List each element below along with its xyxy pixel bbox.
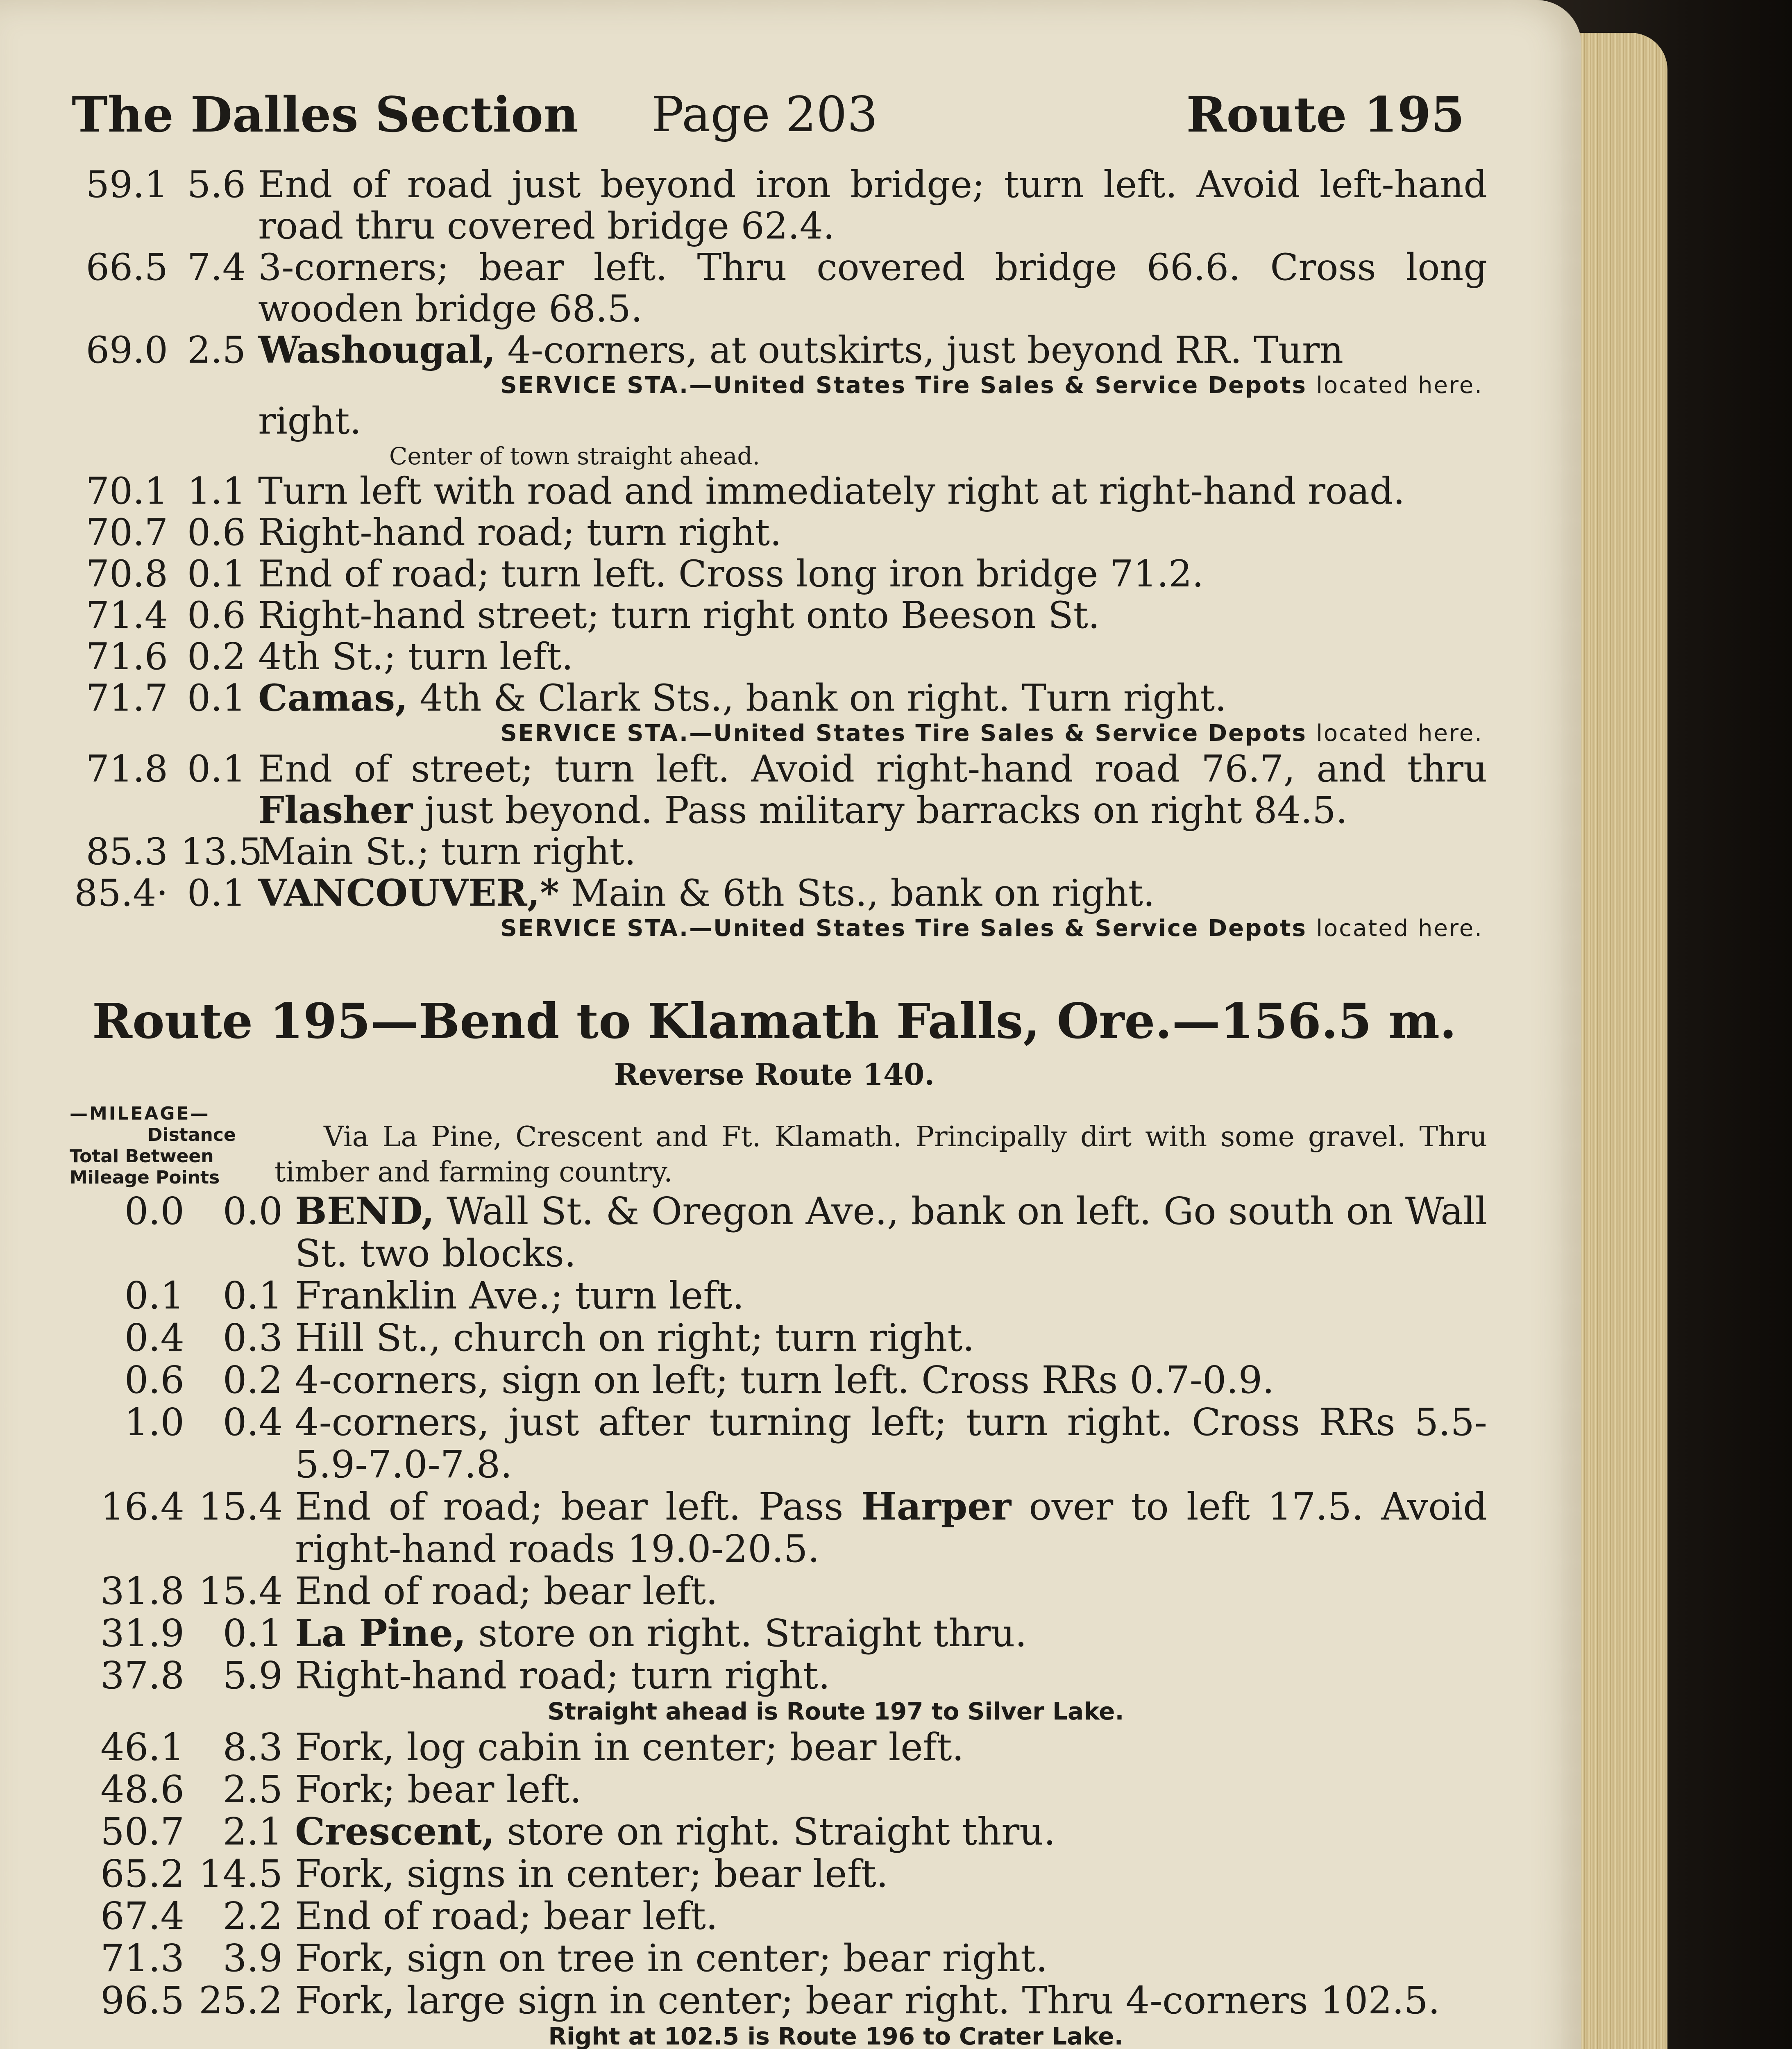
reverse-route-note: Reverse Route 140. (614, 1057, 935, 1092)
between-mileage: 0.0 (222, 1189, 283, 1233)
total-mileage: 46.1 (100, 1725, 184, 1769)
place-name: Crescent, (295, 1809, 495, 1854)
total-mileage: 0.1 (124, 1274, 184, 1318)
route-line (61, 164, 1487, 247)
page-number: Page 203 (651, 86, 878, 143)
between-mileage: 2.2 (222, 1894, 283, 1938)
direction-text: right. (258, 400, 362, 443)
route-line (61, 1768, 1487, 1810)
direction-text (258, 872, 1487, 914)
between-mileage: 13.5 (180, 830, 263, 873)
direction-detail: store on right. Straight thru. (466, 1611, 1027, 1655)
total-mileage: 31.9 (100, 1611, 184, 1655)
direction-detail: Wall St. & Oregon Ave., bank on left. Go south on Wall St. two blocks. (295, 1189, 1487, 1275)
route-line (61, 1726, 1487, 1768)
direction-text: 4-corners, sign on left; turn left. Cross RRs 0.7-0.9. (295, 1358, 1275, 1402)
direction-text: Fork; bear left. (295, 1767, 582, 1811)
total-mileage: 66.5 (86, 246, 168, 289)
route-intro-row (61, 1103, 1487, 1190)
between-mileage: 1.1 (187, 470, 246, 513)
direction-text: Fork, signs in center; bear left. (295, 1852, 888, 1896)
service-label: SERVICE STA.—United States Tire Sales & Service Depots (500, 915, 1307, 942)
direction-detail: store on right. Straight thru. (495, 1810, 1056, 1854)
route-line (61, 247, 1487, 329)
total-mileage: 71.7 (86, 677, 168, 720)
between-mileage: 0.1 (187, 747, 246, 791)
total-mileage: 67.4 (100, 1894, 184, 1938)
between-mileage: 0.1 (222, 1274, 283, 1318)
between-mileage: 7.4 (187, 246, 246, 289)
route-line-continuation (61, 400, 1487, 442)
between-mileage: 0.3 (222, 1316, 283, 1360)
total-mileage: 69.0 (86, 329, 168, 372)
route-195-lines (61, 1190, 1487, 2049)
between-mileage: 3.9 (222, 1936, 283, 1980)
route-line (61, 1317, 1487, 1359)
route-number: Route 195 (1186, 86, 1465, 143)
route-line (61, 1612, 1487, 1654)
between-mileage: 0.6 (187, 594, 246, 637)
page-header (61, 86, 1487, 164)
direction-text: End of road; bear left. (295, 1569, 718, 1613)
route-line (61, 1401, 1487, 1486)
route-line (61, 1853, 1487, 1895)
direction-text: 4th St.; turn left. (258, 635, 574, 678)
between-mileage: 0.1 (187, 677, 246, 720)
route-194-lines (61, 164, 1487, 943)
section-title: The Dalles Section (72, 86, 578, 143)
direction-text (295, 1612, 1487, 1654)
total-mileage: 96.5 (100, 1979, 184, 2022)
direction-detail: over to left 17.5. Avoid right-hand roads 19.0-20.5. (295, 1485, 1487, 1571)
between-mileage: 2.1 (222, 1810, 283, 1854)
direction-text: Right-hand road; turn right. (258, 511, 782, 554)
total-mileage: 70.7 (86, 511, 168, 554)
total-mileage: 70.1 (86, 470, 168, 513)
total-mileage: 16.4 (100, 1485, 184, 1529)
direction-detail: just beyond. Pass military barracks on right 84.5. (413, 789, 1348, 832)
place-name: Camas, (258, 676, 408, 720)
direction-text: Right-hand street; turn right onto Beeson St. (258, 594, 1100, 637)
total-mileage: 1.0 (124, 1400, 184, 1444)
direction-text (295, 1486, 1487, 1570)
total-mileage: 71.3 (100, 1936, 184, 1980)
total-mileage: 50.7 (100, 1810, 184, 1854)
total-mileage: 85.3 (86, 830, 168, 873)
total-mileage: 70.8 (86, 552, 168, 595)
between-mileage: 5.6 (187, 163, 246, 206)
direction-text: Fork, large sign in center; bear right. Thru 4-corners 102.5. (295, 1979, 1440, 2022)
route-line (61, 595, 1487, 636)
direction-text: End of road; turn left. Cross long iron bridge 71.2. (258, 552, 1204, 595)
direction-text: Right-hand road; turn right. (295, 1654, 830, 1697)
direction-text: Main St.; turn right. (258, 830, 636, 873)
direction-text: Hill St., church on right; turn right. (295, 1316, 975, 1360)
direction-detail: Main & 6th Sts., bank on right. (559, 872, 1155, 915)
between-mileage: 0.1 (222, 1611, 283, 1655)
direction-detail: End of street; turn left. Avoid right-hand road 76.7, and thru (258, 747, 1487, 791)
route-195-title: Route 195—Bend to Klamath Falls, Ore.—156.5 m. (92, 993, 1457, 1049)
mileage-key (61, 1103, 274, 1190)
direction-text: Turn left with road and immediately right at right-hand road. (258, 470, 1405, 513)
route-line (61, 1810, 1487, 1853)
service-suffix: located here. (1316, 372, 1483, 399)
place-name: Harper (861, 1484, 1012, 1529)
crater-lake-note: Right at 102.5 is Route 196 to Crater Lake. (548, 2022, 1123, 2049)
direction-text: Fork, sign on tree in center; bear right. (295, 1936, 1048, 1980)
place-name: Washougal, (258, 328, 496, 372)
between-mileage: 15.4 (199, 1485, 283, 1529)
service-suffix: located here. (1316, 915, 1483, 942)
place-name: La Pine, (295, 1611, 466, 1655)
between-mileage: 0.6 (187, 511, 246, 554)
route-line (61, 1274, 1487, 1317)
between-mileage: 5.9 (222, 1654, 283, 1697)
direction-text: 4-corners, just after turning left; turn right. Cross RRs 5.5-5.9-7.0-7.8. (295, 1400, 1487, 1486)
route-line (61, 1359, 1487, 1401)
route-line (61, 748, 1487, 831)
direction-text (295, 1810, 1487, 1853)
route-line (61, 1937, 1487, 1979)
route-line (61, 1190, 1487, 1274)
route-line (61, 1979, 1487, 2022)
total-mileage: 37.8 (100, 1654, 184, 1697)
total-mileage: 65.2 (100, 1852, 184, 1896)
total-mileage: 59.1 (86, 163, 168, 206)
route-description: Via La Pine, Crescent and Ft. Klamath. Principally dirt with some gravel. Thru timber and farming country. (274, 1121, 1487, 1188)
route-line (61, 1895, 1487, 1937)
between-mileage: 8.3 (222, 1725, 283, 1769)
route-line (61, 1654, 1487, 1697)
place-name: BEND, (295, 1189, 435, 1233)
between-mileage: 0.1 (187, 552, 246, 595)
total-mileage: 71.4 (86, 594, 168, 637)
service-station-note (61, 914, 1487, 943)
total-mileage: 71.8 (86, 747, 168, 791)
route-line (61, 553, 1487, 595)
between-mileage: 15.4 (199, 1569, 283, 1613)
mileage-key-total: Total Between (70, 1146, 214, 1167)
service-label: SERVICE STA.—United States Tire Sales & Service Depots (500, 372, 1307, 399)
center-of-town-note: Center of town straight ahead. (389, 442, 760, 470)
place-name: Flasher (258, 788, 413, 832)
total-mileage: 85.4· (74, 872, 168, 915)
service-station-note (61, 371, 1487, 400)
route-line (61, 872, 1487, 914)
route-line (61, 512, 1487, 553)
route-line (61, 831, 1487, 872)
direction-text: Fork, log cabin in center; bear left. (295, 1725, 964, 1769)
route-line (61, 1570, 1487, 1612)
between-mileage: 2.5 (222, 1767, 283, 1811)
route-line (61, 677, 1487, 719)
between-mileage: 14.5 (199, 1852, 283, 1896)
direction-text: 3-corners; bear left. Thru covered bridge 66.6. Cross long wooden bridge 68.5. (258, 246, 1487, 330)
total-mileage: 48.6 (100, 1767, 184, 1811)
between-mileage: 0.1 (187, 872, 246, 915)
direction-text (258, 748, 1487, 831)
mileage-key-points: Mileage Points (70, 1167, 220, 1188)
service-station-note (61, 719, 1487, 748)
route-line (61, 470, 1487, 512)
place-name: VANCOUVER,* (258, 871, 560, 915)
between-mileage: 0.2 (187, 635, 246, 678)
direction-detail: 4-corners, at outskirts, just beyond RR. Turn (495, 329, 1343, 372)
direction-text: Franklin Ave.; turn left. (295, 1274, 744, 1318)
route-line (61, 329, 1487, 371)
between-mileage: 2.5 (187, 329, 246, 372)
direction-text: End of road; bear left. (295, 1894, 718, 1938)
route-line (61, 1486, 1487, 1570)
total-mileage: 0.6 (124, 1358, 184, 1402)
direction-text (295, 1190, 1487, 1274)
service-suffix: located here. (1316, 720, 1483, 747)
direction-text: End of road just beyond iron bridge; turn left. Avoid left-hand road thru covered bridge 62.4. (258, 163, 1487, 248)
page-content (61, 86, 1487, 2049)
total-mileage: 31.8 (100, 1569, 184, 1613)
direction-text (258, 677, 1487, 719)
mileage-key-distance: Distance (147, 1124, 236, 1145)
total-mileage: 71.6 (86, 635, 168, 678)
route-line (61, 636, 1487, 677)
between-mileage: 0.4 (222, 1400, 283, 1444)
total-mileage: 0.0 (124, 1189, 184, 1233)
service-label: SERVICE STA.—United States Tire Sales & Service Depots (500, 720, 1307, 747)
between-mileage: 25.2 (199, 1979, 283, 2022)
direction-text (258, 329, 1487, 371)
total-mileage: 0.4 (124, 1316, 184, 1360)
silver-lake-note: Straight ahead is Route 197 to Silver Lake. (547, 1697, 1124, 1725)
mileage-key-title: —MILEAGE— (70, 1103, 210, 1124)
between-mileage: 0.2 (222, 1358, 283, 1402)
direction-detail: End of road; bear left. Pass (295, 1485, 861, 1529)
direction-detail: 4th & Clark Sts., bank on right. Turn right. (408, 677, 1227, 720)
